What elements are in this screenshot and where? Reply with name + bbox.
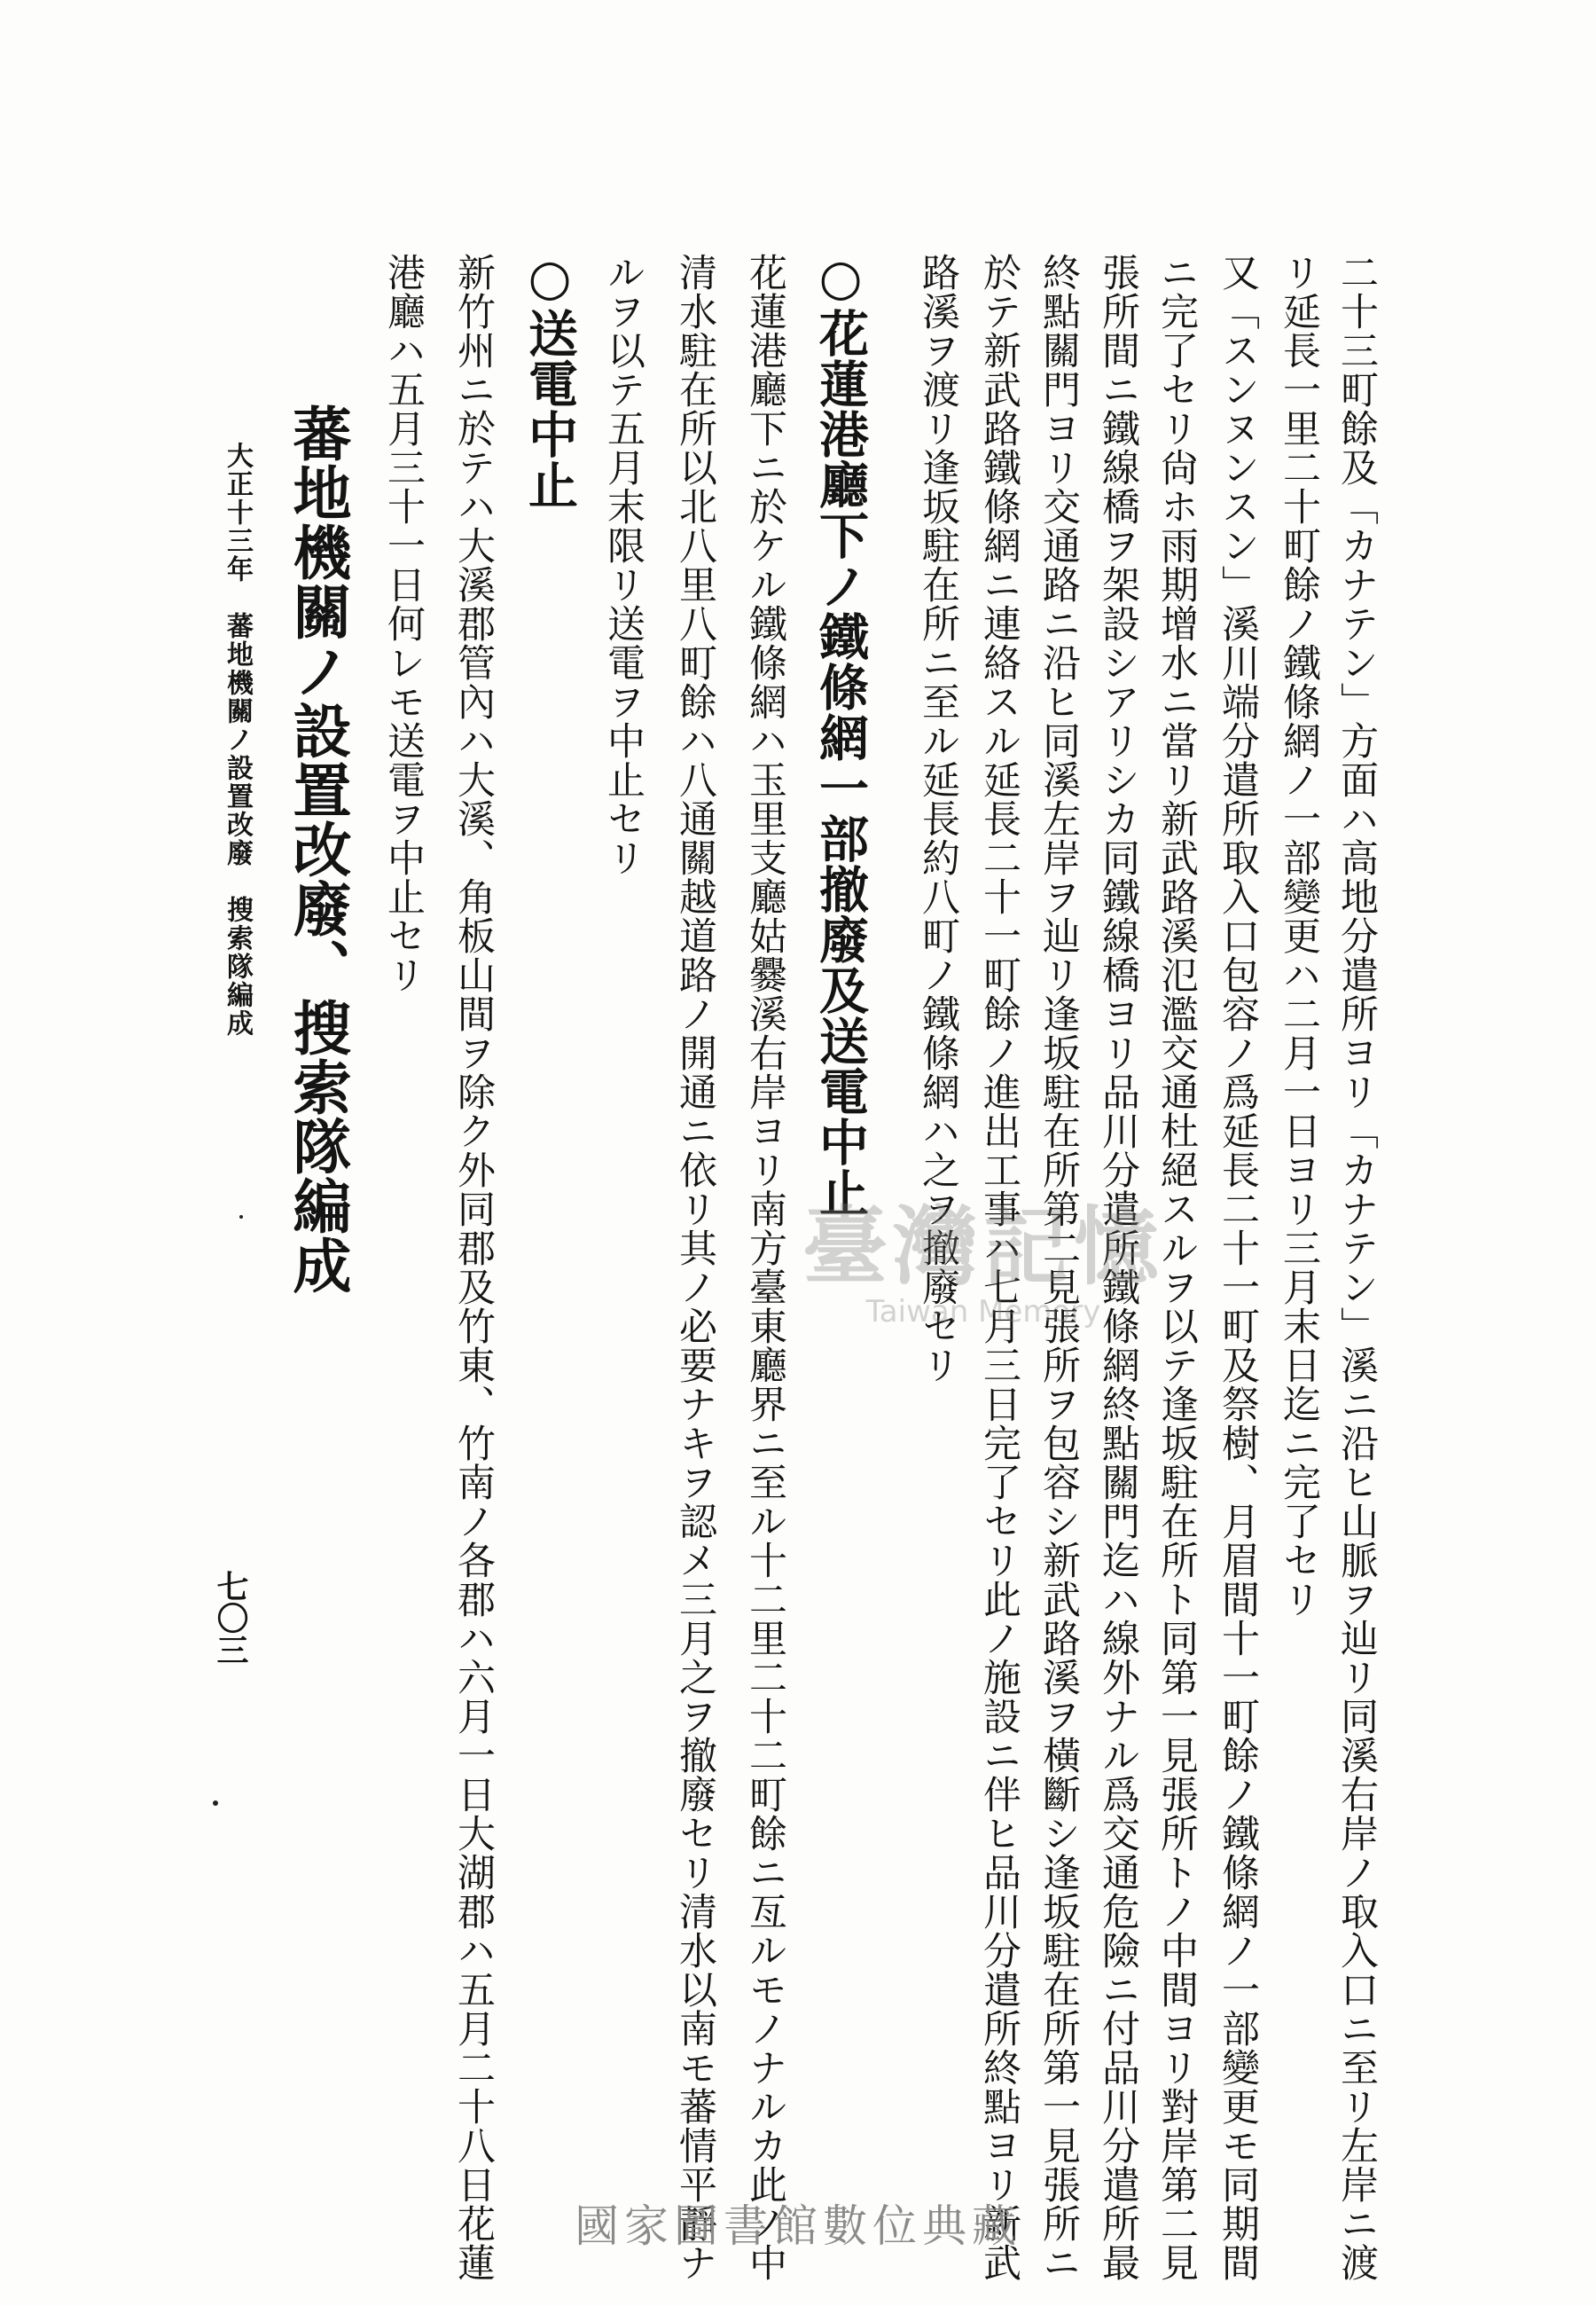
body-column-4: ニ完了セリ尙ホ雨期增水ニ當リ新武路溪氾濫交通杜絕スルヲ以テ逢坂駐在所ト同第一見張所トノ中間ヨリ對岸第二見: [1154, 253, 1199, 2282]
watermark-subtext: Taiwan Memory: [865, 1294, 1101, 1329]
body-column-1: 二十三町餘及「カナテン」方面ハ高地分遣所ヨリ「カナテン」溪ニ沿ヒ山脈ヲ辿リ同溪右岸ノ取入口ニ至リ左岸ニ渡: [1334, 253, 1379, 2282]
chapter-title: 蕃地機關ノ設置改廢、搜索隊編成: [283, 404, 352, 1295]
body-column-6: 終點關門ヨリ交通路ニ沿ヒ同溪左岸ヲ辿リ逢坂駐在所第二見張所ヲ包容シ新武路溪ヲ橫斷シ逢坂駐在所第一見張所ニ: [1037, 253, 1081, 2282]
section-heading-barbed-wire: ○花蓮港廳下ノ鐵條網一部撤廢及送電中止: [811, 248, 870, 1218]
section-heading-power-stop: ○送電中止: [520, 248, 579, 510]
watermark-logo: [802, 1180, 1164, 1329]
section1-column-2: 清水駐在所以北八里八町餘ハ八通關越道路ノ開通ニ依リ其ノ必要ナキヲ認メ三月之ヲ撤廢セリ清水以南モ蕃情平靜ナ: [673, 253, 717, 2282]
body-column-3: 又「スンヌンスン」溪川端分遣所取入口包容ノ爲延長二十一町及祭樹、月眉間十一町餘ノ鐵條網ノ一部變更モ同期間: [1216, 253, 1260, 2282]
body-column-8: 路溪ヲ渡リ逢坂駐在所ニ至ル延長約八町ノ鐵條網ハ之ヲ撤廢セリ: [916, 253, 960, 1384]
page-number: 七〇三: [212, 1570, 249, 1666]
scan-speck: [239, 1215, 243, 1219]
section2-column-1: 新竹州ニ於テハ大溪郡管內ハ大溪、角板山間ヲ除ク外同郡及竹東、竹南ノ各郡ハ六月一日大湖郡ハ五月二十八日花蓮: [451, 253, 496, 2282]
body-column-5: 張所間ニ鐵線橋ヲ架設シアリシカ同鐵線橋ヨリ品川分遣所鐵條網終點關門迄ハ線外ナル爲交通危險ニ付品川分遣所最: [1096, 253, 1140, 2282]
section1-column-1: 花蓮港廳下ニ於ケル鐵條網ハ玉里支廳姑爨溪右岸ヨリ南方臺東廳界ニ至ル十二里二十二町餘ニ亙ルモノナルカ此ノ中: [743, 253, 787, 2282]
running-head: 大正十三年 蕃地機關ノ設置改廢 搜索隊編成: [222, 442, 253, 1038]
section1-column-3: ルヲ以テ五月末限リ送電ヲ中止セリ: [601, 253, 645, 877]
body-column-7: 於テ新武路鐵條網ニ連絡スル延長二十一町餘ノ進出工事ハ七月三日完了セリ此ノ施設ニ伴ヒ品川分遣所終點ヨリ新武: [977, 253, 1021, 2282]
watermark-text: 臺灣記憶: [802, 1196, 1164, 1297]
section2-column-2: 港廳ハ五月三十一日何レモ送電ヲ中止セリ: [381, 253, 426, 994]
body-column-2: リ延長一里二十町餘ノ鐵條網ノ一部變更ハ二月一日ヨリ三月末日迄ニ完了セリ: [1277, 253, 1321, 1619]
scan-speck: [213, 1800, 218, 1806]
footer-credit: 國家圖書館數位典藏: [575, 2200, 1021, 2252]
